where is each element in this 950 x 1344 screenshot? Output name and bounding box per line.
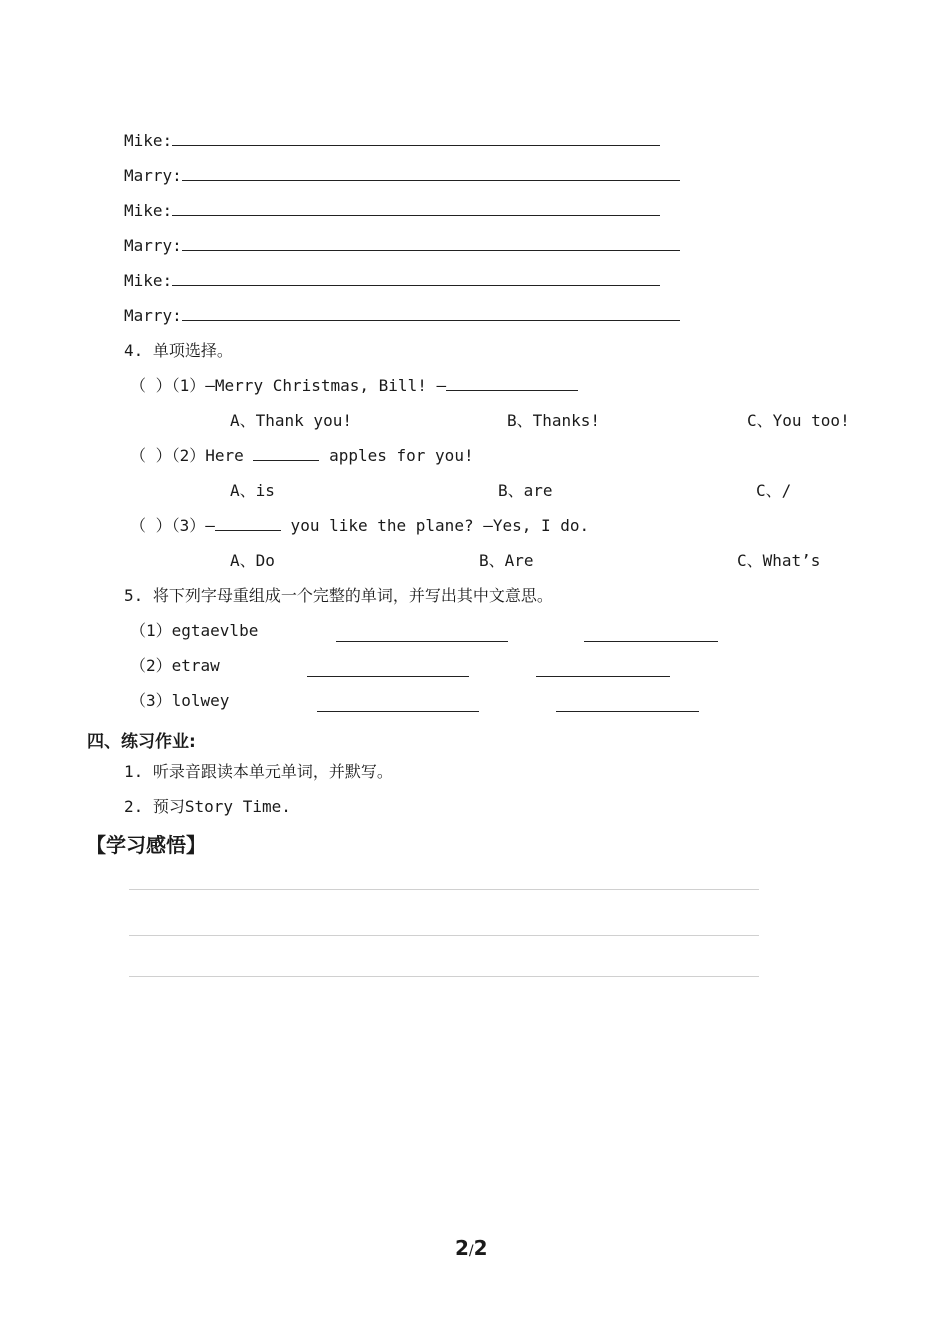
question-stem-end: apples for you! bbox=[319, 446, 474, 465]
dialogue-line bbox=[124, 236, 680, 256]
speaker-label: Marry: bbox=[124, 306, 182, 325]
option-b: B、Thanks! bbox=[507, 411, 601, 430]
answer-blank[interactable] bbox=[446, 376, 578, 391]
answer-blank[interactable] bbox=[182, 236, 680, 251]
word-blank[interactable] bbox=[307, 662, 469, 677]
speaker-label: Mike: bbox=[124, 131, 173, 150]
scramble-label: （2）etraw bbox=[130, 656, 220, 675]
question-stem: （1）—Merry Christmas, Bill! — bbox=[171, 376, 447, 395]
option-a: A、Thank you! bbox=[230, 411, 352, 430]
reflection-line[interactable] bbox=[129, 935, 759, 936]
page-total: 2 bbox=[473, 1236, 488, 1260]
option-b: B、Are bbox=[479, 551, 534, 570]
question-row bbox=[130, 516, 589, 536]
option-c: C、/ bbox=[756, 481, 792, 500]
speaker-label: Marry: bbox=[124, 236, 182, 255]
homework-item: 2. 预习Story Time. bbox=[124, 797, 291, 816]
answer-bracket[interactable]: （ ） bbox=[130, 376, 172, 395]
speaker-label: Mike: bbox=[124, 271, 173, 290]
page-current: 2 bbox=[455, 1236, 469, 1260]
dialogue-line bbox=[124, 131, 660, 151]
word-blank[interactable] bbox=[317, 697, 479, 712]
scramble-label: （3）lolwey bbox=[130, 691, 230, 710]
page-number bbox=[455, 1236, 488, 1260]
answer-bracket[interactable]: （ ） bbox=[130, 446, 172, 465]
option-c: C、You too! bbox=[747, 411, 850, 430]
section-heading: 四、练习作业: bbox=[87, 732, 196, 752]
question-stem-end: you like the plane? —Yes, I do. bbox=[280, 516, 590, 535]
meaning-blank[interactable] bbox=[584, 627, 718, 642]
option-a: A、Do bbox=[230, 551, 275, 570]
reflection-heading: 【学习感悟】 bbox=[86, 833, 206, 857]
page-separator: / bbox=[468, 1243, 474, 1259]
answer-blank[interactable] bbox=[182, 306, 680, 321]
question-stem: （3）— bbox=[171, 516, 215, 535]
option-c: C、What’s bbox=[737, 551, 821, 570]
answer-blank[interactable] bbox=[253, 446, 319, 461]
option-b: B、are bbox=[498, 481, 553, 500]
question-row bbox=[130, 446, 474, 466]
dialogue-line bbox=[124, 201, 660, 221]
answer-blank[interactable] bbox=[215, 516, 281, 531]
answer-blank[interactable] bbox=[172, 201, 660, 216]
answer-bracket[interactable]: （ ） bbox=[130, 516, 172, 535]
dialogue-line bbox=[124, 271, 660, 291]
section-title: 4. 单项选择。 bbox=[124, 341, 233, 360]
dialogue-line bbox=[124, 306, 680, 326]
homework-item: 1. 听录音跟读本单元单词，并默写。 bbox=[124, 762, 393, 781]
question-row bbox=[130, 376, 578, 396]
reflection-line[interactable] bbox=[129, 889, 759, 890]
meaning-blank[interactable] bbox=[556, 697, 699, 712]
answer-blank[interactable] bbox=[182, 166, 680, 181]
speaker-label: Mike: bbox=[124, 201, 173, 220]
option-a: A、is bbox=[230, 481, 275, 500]
answer-blank[interactable] bbox=[172, 271, 660, 286]
section-title: 5. 将下列字母重组成一个完整的单词，并写出其中文意思。 bbox=[124, 586, 553, 605]
answer-blank[interactable] bbox=[172, 131, 660, 146]
reflection-line[interactable] bbox=[129, 976, 759, 977]
speaker-label: Marry: bbox=[124, 166, 182, 185]
word-blank[interactable] bbox=[336, 627, 508, 642]
meaning-blank[interactable] bbox=[536, 662, 670, 677]
question-stem: （2）Here bbox=[171, 446, 254, 465]
dialogue-line bbox=[124, 166, 680, 186]
scramble-label: （1）egtaevlbe bbox=[130, 621, 259, 640]
